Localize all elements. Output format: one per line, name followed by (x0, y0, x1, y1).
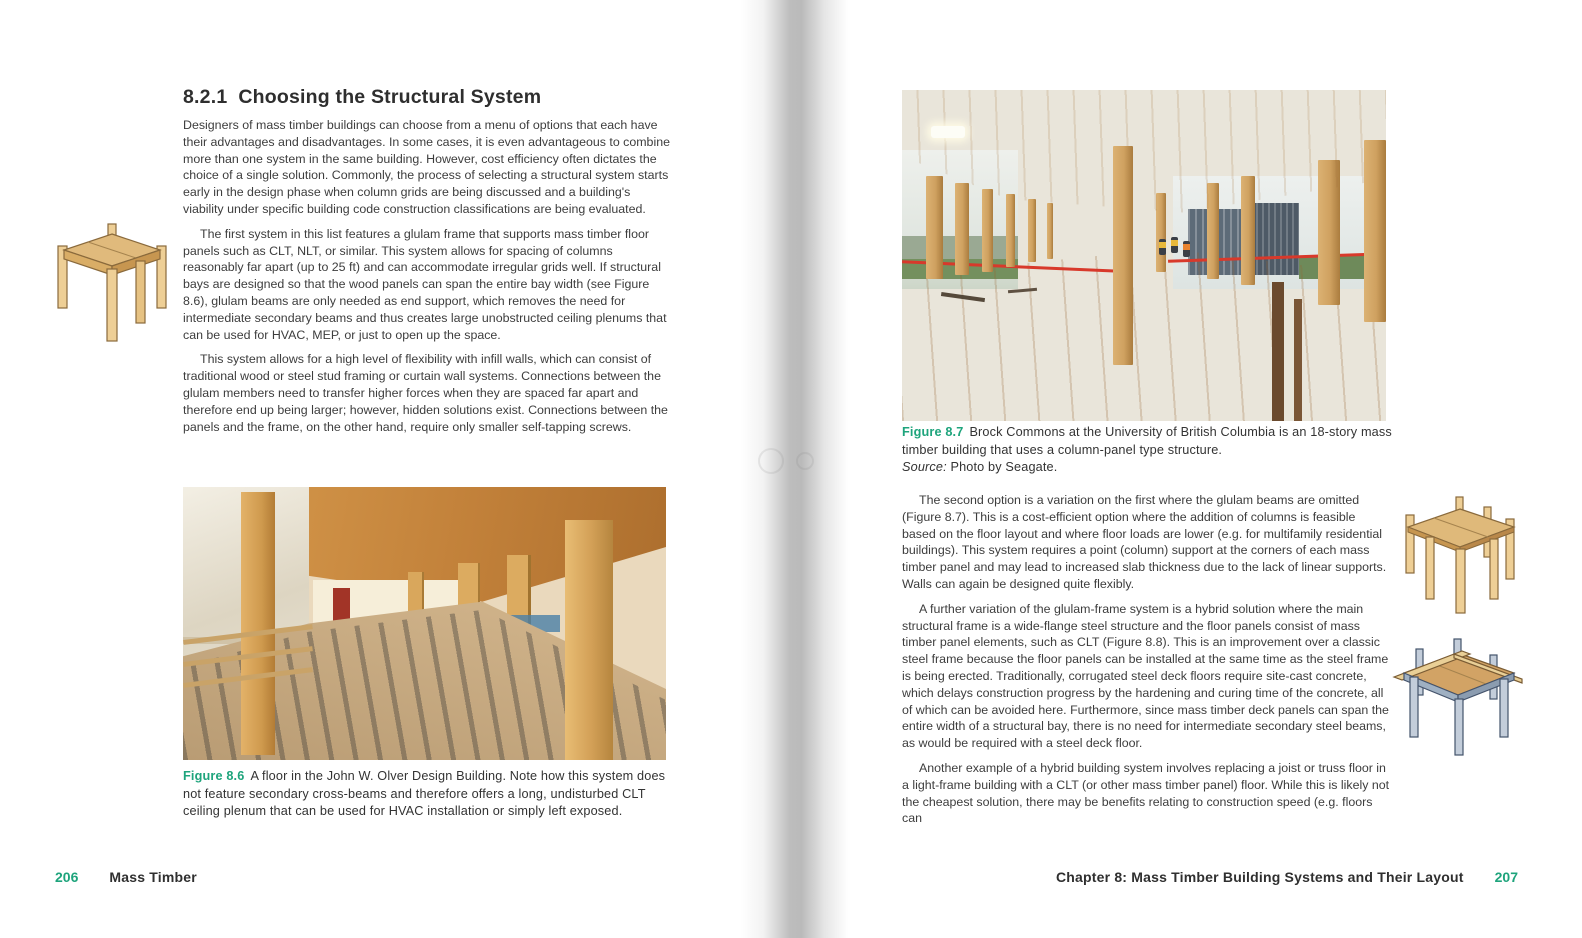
figure-caption-text: A floor in the John W. Olver Design Building. Note how this system does not feature secondary cross-beams and therefore offers a long, undisturbed CLT ceiling plenum that can be used for HVAC installation or simply left exposed. (183, 769, 666, 819)
photo-dark-post (1294, 299, 1302, 421)
photo-dark-post (1272, 282, 1284, 421)
body-paragraph: A further variation of the glulam-frame system is a hybrid solution where the main structural frame is a wide-flange steel structure and the floor panels consist of mass timber panel elements, such as CLT (Figure 8.8). This is an improvement over a classic steel frame because the floor panels can be installed at the same time as the steel frame is being erected. Traditionally, corrugated steel deck floors require site-cast concrete, which delays construction progress by the hardening and curing time of the concrete, all of which can be avoided here. Furthermore, since mass timber deck panels can span the entire width of a structural bay, there is no need for intermediate secondary steel beams, as would be required with a steel deck floor. (902, 601, 1389, 751)
photo-worker (1159, 239, 1166, 255)
figure-caption-text: Brock Commons at the University of British Columbia is an 18-story mass timber building that uses a column-panel type structure. (902, 425, 1392, 457)
body-paragraph: This system allows for a high level of flexibility with infill walls, which can consist of traditional wood or steel stud framing or curtain wall systems. Connections between the glulam members need to transfer higher forces when they are spaced far apart and therefore end up being larger; however, hidden solutions exist. Connections between the panels and the frame, on the other hand, require only smaller self-tapping screws. (183, 352, 668, 434)
photo-worker (1183, 241, 1190, 257)
left-page-body (183, 117, 671, 443)
page-number: 207 (1494, 869, 1518, 885)
running-title: Mass Timber (109, 869, 197, 885)
steel-hybrid-diagram (1392, 633, 1525, 760)
photo-column (565, 520, 613, 760)
body-paragraph: Another example of a hybrid building system involves replacing a joist or truss floor in a light-frame building with a CLT (or other mass timber panel) floor. While this is likely not the cheapest solution, there may be benefits relating to construction speed (e.g. floors can (902, 760, 1390, 826)
body-paragraph: The first system in this list features a glulam frame that supports mass timber floor panels such as CLT, NLT, or similar. This system allows for spacing of columns reasonably far apart (up to 25 ft) and can accommodate irregular grids well. If structural bays are designed so that the wood panels can span the entire bay width (see Figure 8.6), glulam beams are only needed as end support, which removes the need for intermediate secondary beams and thus creates large unobstructed ceiling plenums that can be used for HVAC, MEP, or just to open up the space. (183, 226, 667, 342)
figure-source-label: Source: (902, 460, 947, 475)
column-panel-system-diagram (1398, 495, 1522, 617)
section-number: 8.2.1 (183, 86, 228, 108)
figure-8-7-caption (902, 424, 1394, 477)
photo-column (1113, 146, 1133, 364)
figure-source-text: Photo by Seagate. (950, 460, 1058, 475)
photo-column (955, 183, 969, 276)
photo-light-fixture (931, 126, 965, 138)
figure-label: Figure 8.6 (183, 769, 245, 783)
photo-column (926, 176, 942, 279)
figure-8-6-caption (183, 768, 675, 821)
page-number: 206 (55, 869, 79, 885)
photo-column (982, 189, 993, 272)
body-paragraph: Designers of mass timber buildings can choose from a menu of options that each have their advantages and disadvantages. In some cases, it is even advantageous to combine more than one system in the same building. However, cost efficiency often dictates the choice of a single solution. Commonly, the process of selecting a structural system starts early in the design phase when column grids are being discussed and a building's viability under specific building code construction classifications are being evaluated. (183, 118, 670, 216)
photo-worker (1171, 237, 1178, 253)
photo-column (1006, 194, 1015, 267)
glulam-frame-diagram (48, 219, 176, 353)
gutter-watermark (752, 440, 822, 478)
figure-8-7-photo (902, 90, 1386, 421)
photo-column (1047, 203, 1053, 259)
section-title: Choosing the Structural System (238, 86, 542, 108)
section-heading (183, 86, 683, 109)
figure-label: Figure 8.7 (902, 425, 964, 439)
running-title: Chapter 8: Mass Timber Building Systems and Their Layout (1055, 869, 1464, 885)
right-page-body (902, 492, 1390, 835)
figure-8-6-photo (183, 487, 666, 760)
photo-column (1028, 199, 1036, 262)
right-page-footer (1056, 869, 1518, 885)
photo-column (241, 492, 275, 754)
body-paragraph: The second option is a variation on the first where the glulam beams are omitted (Figure 8.7). This is a cost-efficient option where the addition of columns is feasible based on the floor layout and where floor loads are lower (e.g. for multifamily residential buildings). This system requires a point (column) support at the corners of each mass timber panel and may lead to increased slab thickness due to the lack of linear supports. Walls can again be designed quite flexibly. (902, 493, 1387, 591)
left-page-footer (55, 869, 197, 885)
